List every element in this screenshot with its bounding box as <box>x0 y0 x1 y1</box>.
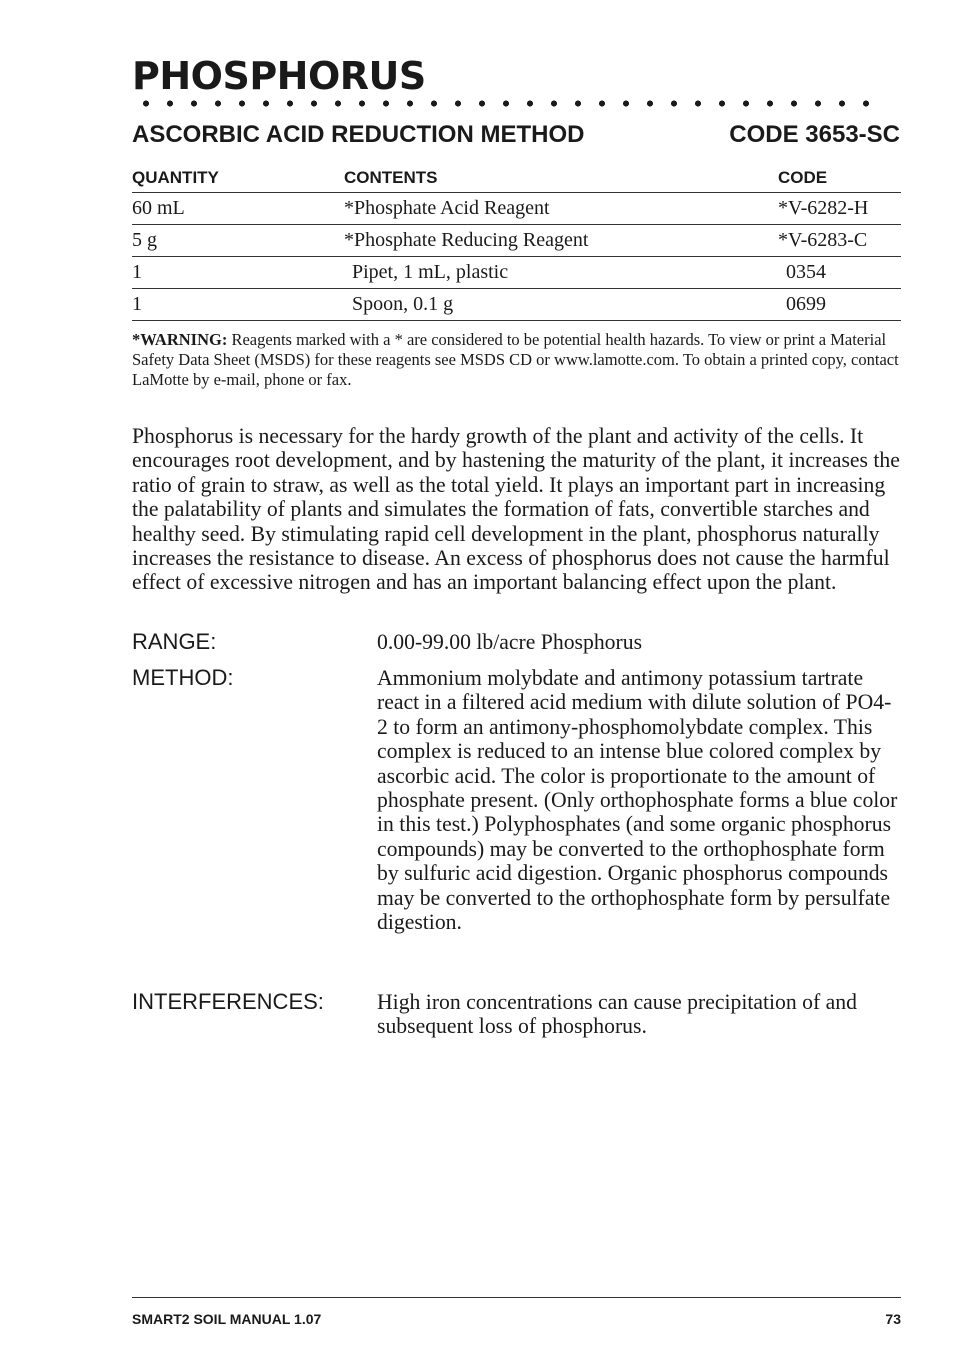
cell-code: 0699 <box>778 289 901 321</box>
method-heading <box>132 118 900 152</box>
cell-code: 0354 <box>778 257 901 289</box>
method-row <box>132 666 902 934</box>
cell-contents: *Phosphate Acid Reagent <box>344 193 778 225</box>
method-title: ASCORBIC ACID REDUCTION METHOD <box>132 121 585 148</box>
header-code: CODE <box>778 164 901 193</box>
footer-divider <box>132 1297 901 1298</box>
interferences-value: High iron concentrations can cause precipitation of and subsequent loss of phosphorus. <box>377 990 857 1039</box>
cell-code: *V-6283-C <box>778 225 901 257</box>
cell-code: *V-6282-H <box>778 193 901 225</box>
warning-note <box>132 330 902 390</box>
table-row <box>132 225 901 257</box>
interferences-row <box>132 990 902 1039</box>
cell-quantity: 1 <box>132 289 344 321</box>
page-number: 73 <box>885 1311 901 1327</box>
cell-quantity: 5 g <box>132 225 344 257</box>
dotted-divider <box>134 100 884 107</box>
cell-quantity: 1 <box>132 257 344 289</box>
cell-contents: *Phosphate Reducing Reagent <box>344 225 778 257</box>
cell-contents: Spoon, 0.1 g <box>344 289 778 321</box>
table-row <box>132 289 901 321</box>
cell-contents: Pipet, 1 mL, plastic <box>344 257 778 289</box>
footer-manual-title: SMART2 SOIL MANUAL 1.07 <box>132 1311 322 1327</box>
table-row <box>132 257 901 289</box>
code-title: CODE 3653-SC <box>729 121 900 148</box>
range-row <box>132 630 902 654</box>
table-header-row <box>132 164 901 193</box>
range-label: RANGE: <box>132 629 217 654</box>
cell-quantity: 60 mL <box>132 193 344 225</box>
contents-table <box>132 164 901 321</box>
warning-label: *WARNING: <box>132 330 228 349</box>
header-quantity: QUANTITY <box>132 164 344 193</box>
page-title: PHOSPHORUS <box>132 54 426 98</box>
table-row <box>132 193 901 225</box>
warning-text: Reagents marked with a * are considered to be potential health hazards. To view or print a Material Safety Data Sheet (MSDS) for these reagents see MSDS CD or www.lamotte.com. To obtain a printed copy, contact LaMotte by e-mail, phone or fax. <box>132 330 899 389</box>
header-contents: CONTENTS <box>344 164 778 193</box>
interferences-label: INTERFERENCES: <box>132 989 324 1014</box>
method-label: METHOD: <box>132 665 234 690</box>
range-value: 0.00-99.00 lb/acre Phosphorus <box>377 630 643 654</box>
method-value: Ammonium molybdate and antimony potassium tartrate react in a filtered acid medium with dilute solution of PO4-2 to form an antimony-phosphomolybdate complex. This complex is reduced to an intense blue colored complex by ascorbic acid. The color is proportionate to the amount of phosphate present. (Only orthophosphate forms a blue color in this test.) Polyphosphates (and some organic phosphorus compounds) may be converted to the orthophosphate form by sulfuric acid digestion. Organic phosphorus compounds may be converted to the orthophosphate form by persulfate digestion. <box>377 666 898 935</box>
intro-paragraph: Phosphorus is necessary for the hardy growth of the plant and activity of the cells. It encourages root development, and by hastening the maturity of the plant, it increases the ratio of grain to straw, as well as the total yield. It plays an important part in increasing the palatability of plants and simulates the formation of fats, convertible starches and healthy seed. By stimulating rapid cell development in the plant, phosphorus naturally increases the resistance to disease. An excess of phosphorus does not cause the harmful effect of excessive nitrogen and has an important balancing effect upon the plant. <box>132 424 900 595</box>
